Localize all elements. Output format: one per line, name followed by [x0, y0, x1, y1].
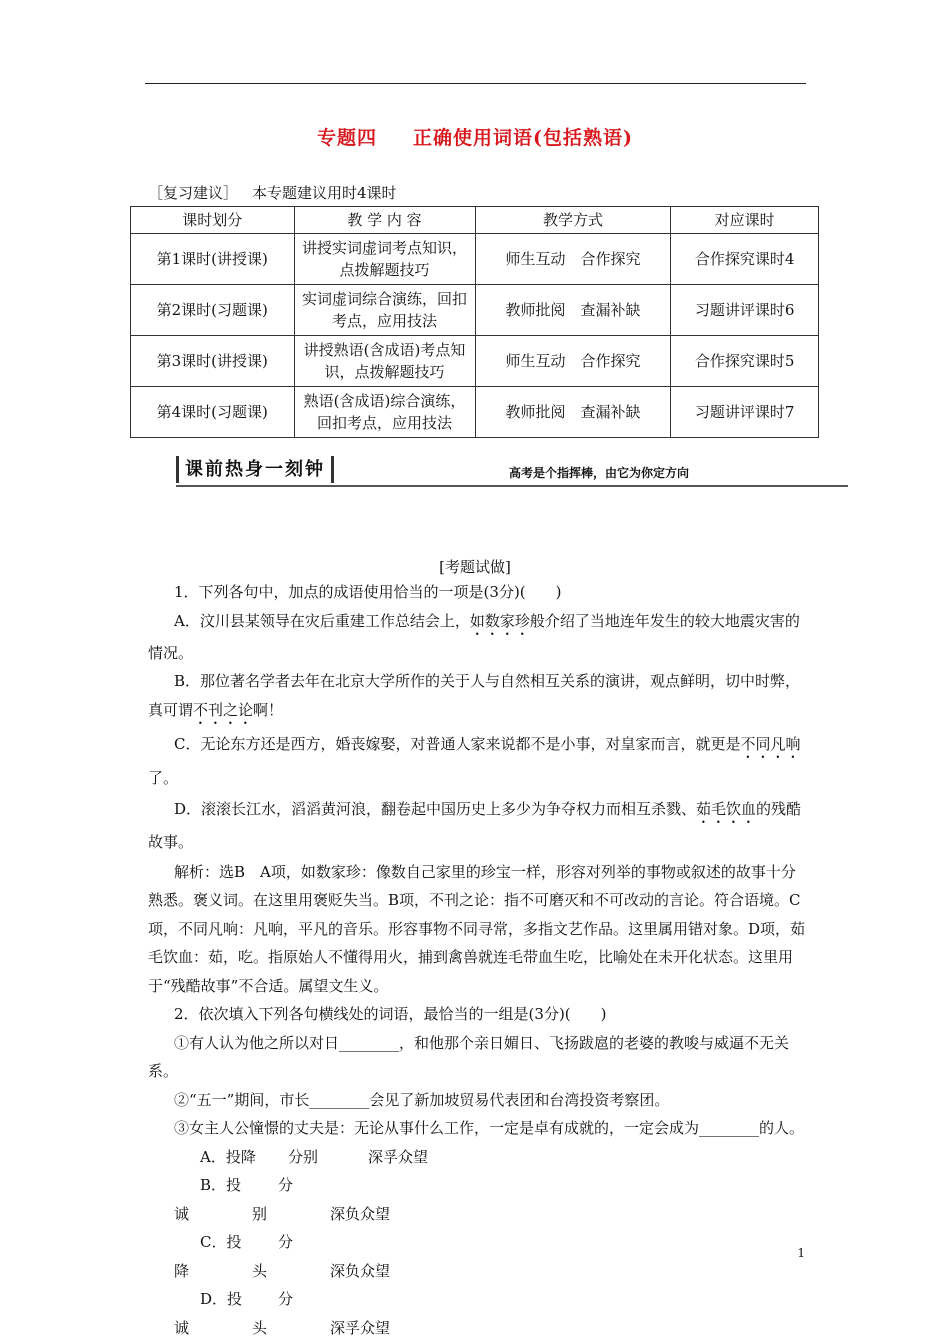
table-cell: 讲授熟语(含成语)考点知识，点拨解题技巧: [294, 336, 475, 387]
table-cell: 合作探究课时4: [671, 234, 819, 285]
schedule-table: [130, 206, 819, 438]
table-cell: 教师批阅 查漏补缺: [475, 387, 671, 438]
table-row: [131, 285, 819, 336]
emphasized-idiom: 茹毛饮血: [696, 799, 757, 818]
table-cell: 习题讲评课时7: [671, 387, 819, 438]
emphasized-idiom: 不同凡响: [740, 734, 801, 753]
section-banner: [176, 456, 848, 486]
table-cell: 习题讲评课时6: [671, 285, 819, 336]
table-header: 课时划分: [131, 207, 295, 234]
table-cell: 熟语(含成语)综合演练，回扣考点，应用技法: [294, 387, 475, 438]
q2-option-b: B．投诚分别 深负众望: [174, 1176, 391, 1223]
page-title: [0, 123, 950, 150]
emphasized-idiom: 如数家珍: [469, 611, 530, 630]
q2-sentence-1: ①有人认为他之所以对日________，和他那个亲日媚日、飞扬跋扈的老婆的教唆与威逼不无关系。: [148, 1033, 790, 1080]
header-rule: [145, 83, 806, 84]
table-cell: 讲授实词虚词考点知识，点拨解题技巧: [294, 234, 475, 285]
table-cell: 合作探究课时5: [671, 336, 819, 387]
q1-option-c: C．无论东方还是西方，婚丧嫁娶，对普通人家来说都不是小事，对皇家而言，就更是不同凡响了。: [148, 734, 801, 787]
table-header: 教 学 内 容: [294, 207, 475, 234]
q2-stem: 2．依次填入下列各句横线处的词语，最恰当的一组是(3分)( ): [174, 1005, 607, 1023]
q1-option-a: A．汶川县某领导在灾后重建工作总结会上，如数家珍般介绍了当地连年发生的较大地震灾害的情况。: [148, 611, 800, 662]
table-row: [131, 234, 819, 285]
table-header-row: [131, 207, 819, 234]
table-cell: 师生互动 合作探究: [475, 336, 671, 387]
table-header: 教学方式: [475, 207, 671, 234]
q2-sentence-2: ②“五一”期间，市长________会见了新加坡贸易代表团和台湾投资考察团。: [174, 1090, 670, 1109]
title-prefix: 专题四: [316, 127, 377, 149]
banner-label: 课前热身一刻钟: [176, 456, 334, 483]
review-advice: [148, 182, 397, 203]
q1-option-b: B．那位著名学者去年在北京大学所作的关于人与自然相互关系的演讲，观点鲜明，切中时弊，真可谓不刊之论啊！: [148, 672, 801, 719]
q2-option-d: D．投诚分头 深孚众望: [174, 1290, 391, 1337]
q1-stem: 1．下列各句中，加点的成语使用恰当的一项是(3分)( ): [174, 583, 562, 601]
emphasized-idiom: 不刊之论: [193, 700, 254, 719]
table-cell: 教师批阅 查漏补缺: [475, 285, 671, 336]
page-number: 1: [797, 1246, 805, 1260]
table-cell: 第2课时(习题课): [131, 285, 295, 336]
table-cell: 第4课时(习题课): [131, 387, 295, 438]
table-cell: 第3课时(讲授课): [131, 336, 295, 387]
table-row: [131, 336, 819, 387]
q2-option-a: A．投降 分别 深孚众望: [200, 1147, 429, 1166]
question-body: [148, 578, 808, 1342]
section-heading: [考题试做]: [439, 558, 511, 576]
table-cell: 实词虚词综合演练，回扣考点，应用技法: [294, 285, 475, 336]
table-cell: 第1课时(讲授课): [131, 234, 295, 285]
advice-label: ［复习建议］: [148, 184, 239, 202]
advice-text: 本专题建议用时4课时: [252, 184, 397, 202]
table-row: [131, 387, 819, 438]
q1-option-d: D．滚滚长江水，滔滔黄河浪，翻卷起中国历史上多少为争夺权力而相互杀戮、茹毛饮血的残酷故事。: [148, 799, 802, 851]
q1-analysis: 解析：选B A项，如数家珍：像数自己家里的珍宝一样，形容对列举的事物或叙述的故事十分熟悉。褒义词。在这里用褒贬失当。B项，不刊之论：指不可磨灭和不可改动的言论。符合语境。C项，不同凡响：凡响，平凡的音乐。形容事物不同寻常，多指文艺作品。这里属用错对象。D项，茹毛饮血：茹，吃。指原始人不懂得用火，捕到禽兽就连毛带血生吃，比喻处在未开化状态。这里用于“残酷故事”不合适。属望文生义。: [148, 862, 806, 995]
table-header: 对应课时: [671, 207, 819, 234]
title-text: 正确使用词语(包括熟语): [413, 127, 633, 149]
table-cell: 师生互动 合作探究: [475, 234, 671, 285]
banner-slogan: 高考是个指挥棒，由它为你定方向: [509, 466, 690, 480]
q2-sentence-3: ③女主人公憧憬的丈夫是：无论从事什么工作，一定是卓有成就的，一定会成为________的人。: [174, 1119, 805, 1137]
banner-rule: [176, 485, 848, 487]
q2-option-c: C．投降分头 深负众望: [174, 1233, 391, 1280]
